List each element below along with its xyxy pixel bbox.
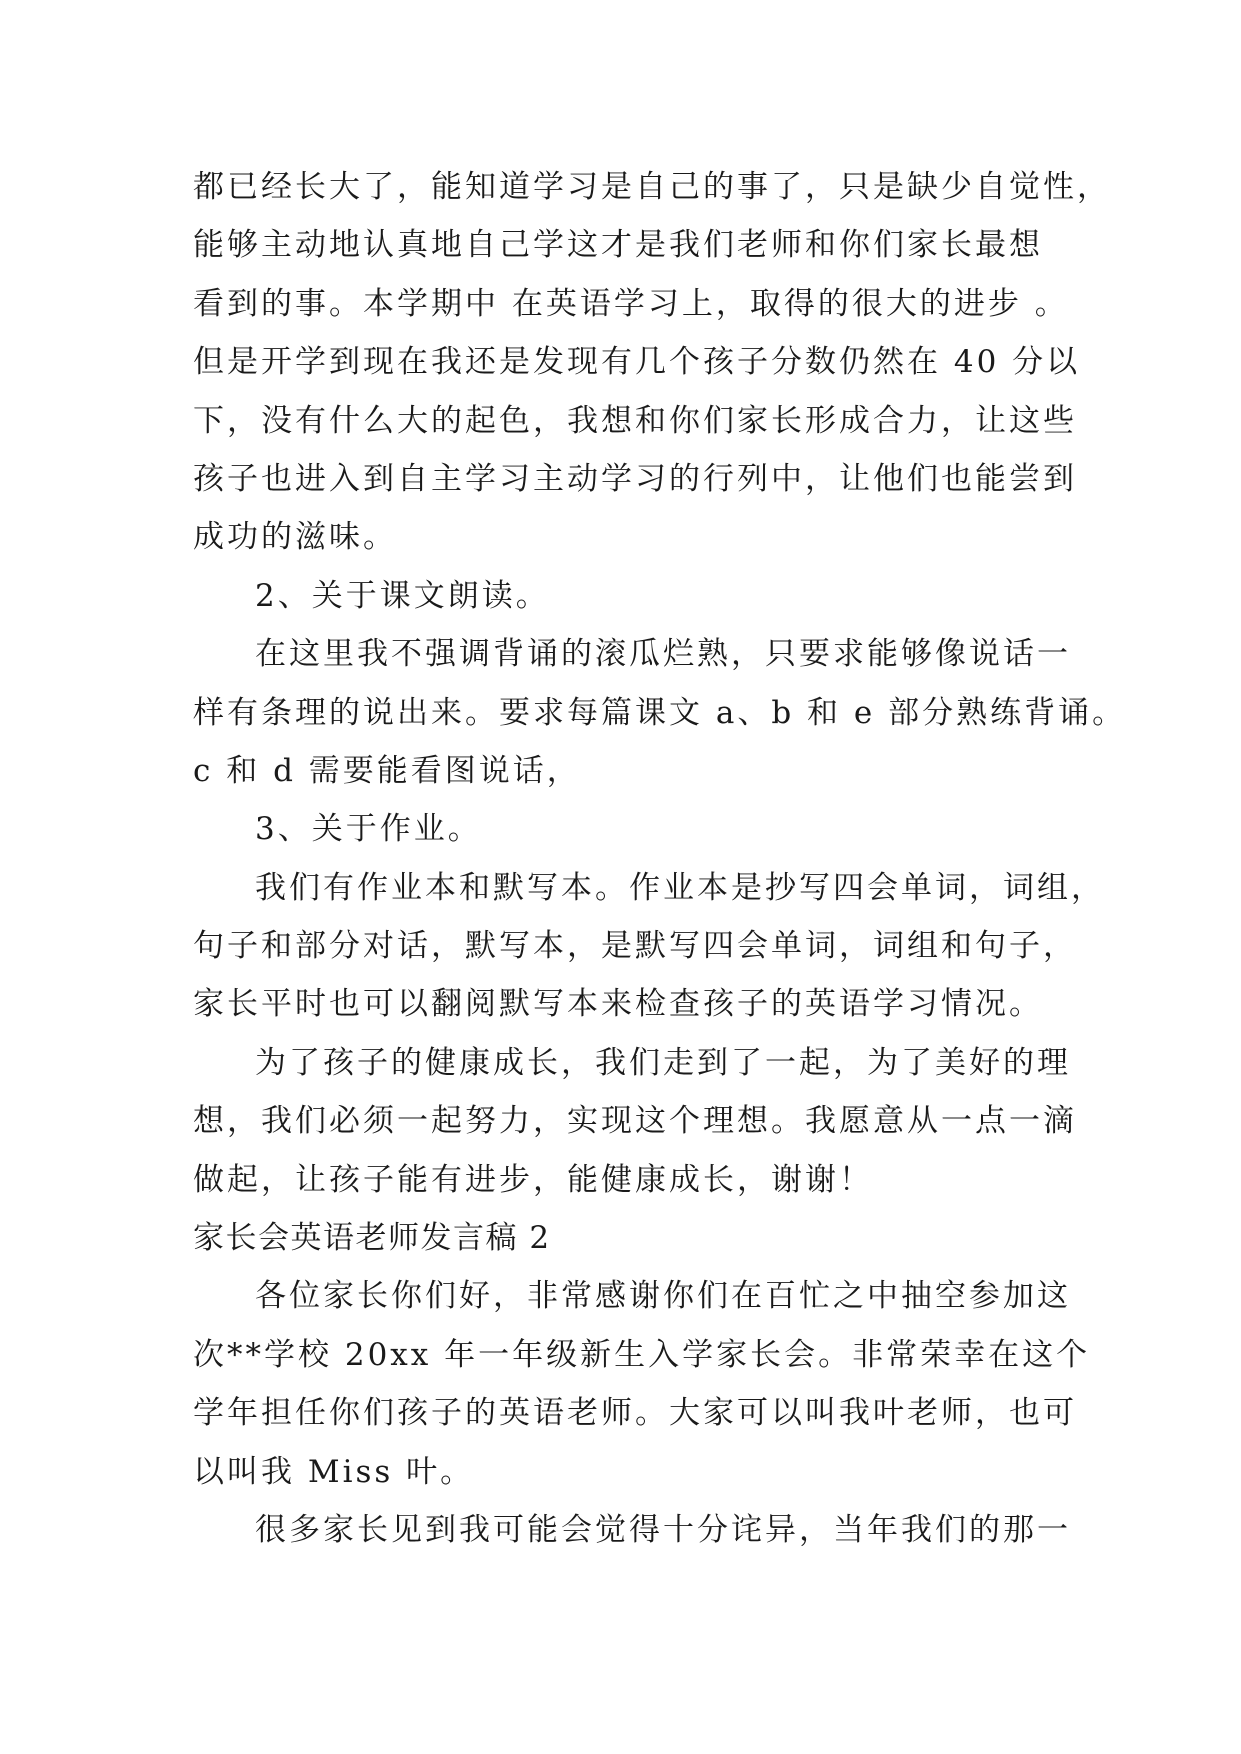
text-line: 想，我们必须一起努力，实现这个理想。我愿意从一点一滴	[193, 1103, 1077, 1140]
text-line: 孩子也进入到自主学习主动学习的行列中，让他们也能尝到	[193, 460, 1077, 497]
text-line: 都已经长大了，能知道学习是自己的事了，只是缺少自觉性，	[193, 169, 1111, 205]
text-line: 以叫我 Miss 叶。	[193, 1453, 475, 1490]
text-line: 学年担任你们孩子的英语老师。大家可以叫我叶老师，也可	[193, 1395, 1077, 1432]
text-line: 2、关于课文朗读。	[255, 577, 550, 614]
text-line: 在这里我不强调背诵的滚瓜烂熟，只要求能够像说话一	[255, 636, 1071, 673]
text-line: 做起，让孩子能有进步，能健康成长，谢谢！	[193, 1161, 873, 1198]
text-line: 为了孩子的健康成长，我们走到了一起，为了美好的理	[255, 1044, 1071, 1081]
text-line: 下，没有什么大的起色，我想和你们家长形成合力，让这些	[193, 402, 1077, 439]
text-line: 看到的事。本学期中 在英语学习上，取得的很大的进步 。	[193, 285, 1069, 322]
text-line: 句子和部分对话，默写本，是默写四会单词，词组和句子，	[193, 928, 1077, 965]
text-line: 但是开学到现在我还是发现有几个孩子分数仍然在 40 分以	[193, 344, 1081, 381]
text-line: 各位家长你们好，非常感谢你们在百忙之中抽空参加这	[255, 1278, 1071, 1315]
text-line: 能够主动地认真地自己学这才是我们老师和你们家长最想	[193, 227, 1043, 264]
text-line: c 和 d 需要能看图说话，	[193, 752, 581, 789]
text-line: 很多家长见到我可能会觉得十分诧异，当年我们的那一	[255, 1511, 1071, 1548]
text-line: 3、关于作业。	[255, 811, 482, 848]
text-line: 我们有作业本和默写本。作业本是抄写四会单词，词组，	[255, 869, 1105, 906]
text-line: 次**学校 20xx 年一年级新生入学家长会。非常荣幸在这个	[193, 1336, 1091, 1373]
text-line: 家长平时也可以翻阅默写本来检查孩子的英语学习情况。	[193, 986, 1043, 1023]
text-line: 成功的滋味。	[193, 519, 397, 556]
section-title: 家长会英语老师发言稿 2	[193, 1220, 551, 1257]
text-line: 样有条理的说出来。要求每篇课文 a、b 和 e 部分熟练背诵。	[193, 694, 1127, 731]
document-body	[193, 158, 1127, 1559]
